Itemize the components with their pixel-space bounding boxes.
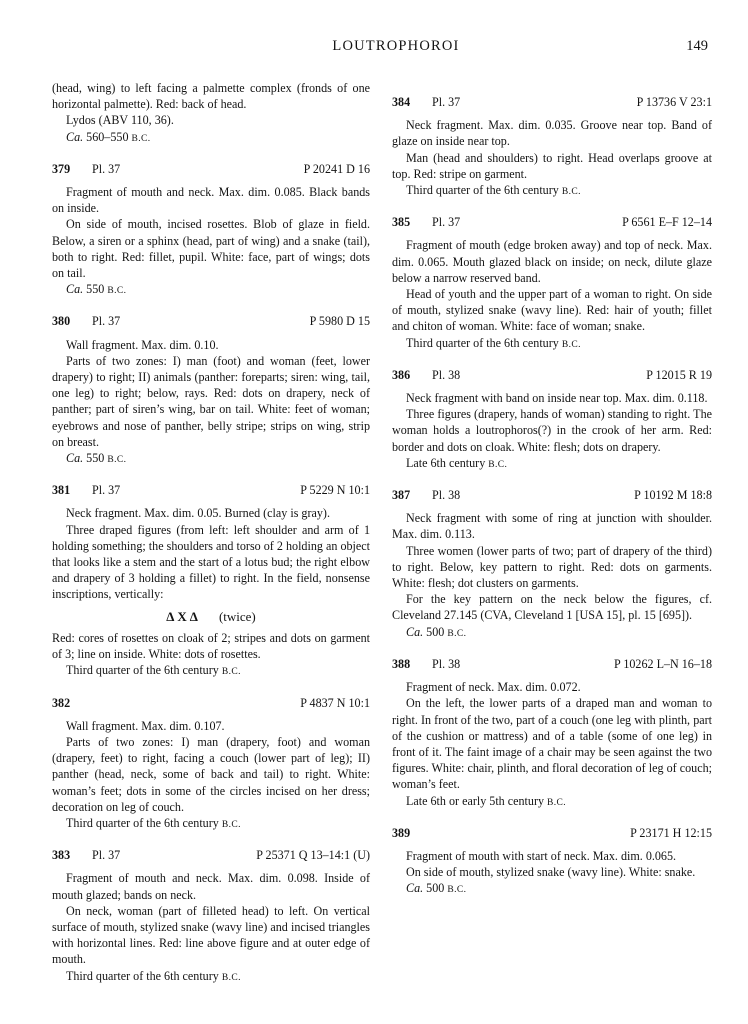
entry-number: 389: [392, 825, 411, 840]
inventory-and-deposit: P 5229 N 10:1: [300, 483, 370, 498]
entry-number: 384: [392, 95, 411, 109]
inventory-and-deposit: P 10262 L–N 16–18: [614, 656, 712, 671]
entry-number: 382: [52, 695, 71, 710]
continuation-text: (head, wing) to left facing a palmette complex (fronds of one horizontal palmette). Red: back of head.: [52, 81, 370, 112]
inventory-and-deposit: P 6561 E–F 12–14: [622, 215, 712, 230]
entry-paragraph: Fragment of mouth and neck. Max. dim. 0.098. Inside of mouth glazed; bands on neck.: [52, 871, 370, 902]
entry-header: [392, 367, 712, 383]
entry-paragraph: Neck fragment with band on inside near top. Max. dim. 0.118.: [406, 391, 708, 406]
plate-reference: Pl. 37: [92, 483, 121, 498]
catalogue-entry: [392, 487, 712, 642]
catalogue-entry: [392, 825, 712, 899]
plate-reference: Pl. 37: [92, 314, 121, 329]
entry-paragraph: Three draped figures (from left: left shoulder and arm of 1 holding something; the shoulders and torso of 2 holding an object that looks like a stem and the start of a lotus bud; the right elbow and drapery of 3 holding a fillet) to right. In the field, nonsense inscriptions, vertically:: [52, 522, 370, 602]
entry-paragraph: On the left, the lower parts of a draped man and woman to right. In front of the two, part of a couch (one leg with plinth, part of the cushion or mattress) and of a table (some of one leg) in front of it. The faint image of a chair may be seen against the two figures. White: chair, plinth, and floral decoration of leg of couch; woman’s feet.: [392, 696, 712, 792]
catalogue-entry: [52, 313, 370, 468]
entry-paragraph: For the key pattern on the neck below the figures, cf. Cleveland 27.145 (CVA, Cleveland 1 [USA 15], pl. 15 [695]).: [392, 592, 712, 623]
entry-header: [392, 656, 712, 672]
inventory-and-deposit: P 10192 M 18:8: [634, 488, 712, 503]
entry-paragraph: Fragment of mouth (edge broken away) and top of neck. Max. dim. 0.065. Mouth glazed black on inside; on neck, dilute glaze below a narrow reserved band.: [392, 238, 712, 285]
plate-reference: Pl. 38: [432, 367, 461, 382]
entry-date: Ca. 550 B.C.: [66, 451, 127, 466]
catalogue-entry: [52, 161, 370, 300]
entry-header: [52, 847, 370, 863]
inscription-note: (twice): [218, 608, 256, 624]
plate-reference: [92, 695, 300, 711]
catalogue-entry: [52, 482, 370, 680]
entry-paragraph: Parts of two zones: I) man (foot) and woman (feet, lower drapery) to right; II) animals (panther: foreparts; siren: wing, tail, one leg) to right; below, rays. Red: dots on drapery, neck of panther; part of siren’s wing, bar on tail. White: feet of woman; eyebrows and nose of panther, belly stripe; strips on wing, strip on breast.: [52, 353, 370, 449]
entry-paragraph: Fragment of neck. Max. dim. 0.072.: [406, 680, 581, 695]
catalogue-entry: [392, 656, 712, 811]
entry-paragraph: Red: cores of rosettes on cloak of 2; stripes and dots on garment of 3; line on inside. White: dots of rosettes.: [52, 630, 370, 662]
entry-header: [392, 214, 712, 230]
entry-header: [52, 482, 370, 498]
inventory-and-deposit: P 25371 Q 13–14:1 (U): [256, 848, 370, 863]
page-number: 149: [686, 38, 708, 54]
entry-date: Ca. 550 B.C.: [66, 282, 127, 297]
plate-reference: Pl. 38: [432, 488, 461, 503]
entry-paragraph: On side of mouth, incised rosettes. Blob of glaze in field. Below, a siren or a sphinx (head, part of wing) and a snake (tail), both to right. Red: fillet, pupil. White: face, part of wings; dots on tail.: [52, 217, 370, 281]
entry-date: Third quarter of the 6th century B.C.: [66, 815, 241, 830]
entry-number: 387: [392, 488, 411, 503]
inventory-and-deposit: P 23171 H 12:15: [630, 825, 712, 840]
entry-paragraph: Man (head and shoulders) to right. Head overlaps groove at top. Red: stripe on garment.: [392, 150, 712, 181]
plate-reference: Pl. 37: [92, 848, 121, 863]
entry-header: [392, 487, 712, 503]
entry-header: [52, 695, 370, 711]
inventory-and-deposit: P 13736 V 23:1: [636, 95, 712, 109]
two-column-body: [52, 80, 712, 986]
inventory-and-deposit: P 4837 N 10:1: [300, 695, 370, 710]
entry-number: 388: [392, 656, 411, 671]
running-title: LOUTROPHOROI: [332, 38, 460, 54]
entry-list-right: [392, 94, 712, 899]
entry-paragraph: Wall fragment. Max. dim. 0.10.: [66, 337, 219, 352]
entry-date: Ca. 500 B.C.: [406, 624, 467, 639]
entry-paragraph: On side of mouth, stylized snake (wavy line). White: snake.: [406, 865, 696, 880]
inscription-glyphs: ΔXΔ: [166, 608, 201, 624]
plate-reference: Pl. 38: [432, 656, 461, 671]
continuation-date: Ca. 560–550 B.C.: [66, 129, 151, 144]
entry-date: Late 6th century B.C.: [406, 455, 508, 470]
plate-reference: Pl. 37: [432, 95, 461, 109]
entry-header: [392, 825, 712, 841]
inventory-and-deposit: P 5980 D 15: [309, 314, 370, 329]
plate-reference: Pl. 37: [92, 161, 121, 176]
catalogue-entry: [52, 847, 370, 986]
catalogue-entry: [52, 695, 370, 834]
entry-date: Third quarter of the 6th century B.C.: [66, 968, 241, 983]
inscription-block: [52, 609, 370, 625]
entry-paragraph: Neck fragment. Max. dim. 0.035. Groove near top. Band of glaze on inside near top.: [392, 118, 712, 149]
entry-date: Third quarter of the 6th century B.C.: [406, 183, 581, 198]
entry-date: Late 6th or early 5th century B.C.: [406, 793, 567, 808]
continuation-block: [52, 80, 370, 147]
catalogue-entry: [392, 94, 712, 200]
catalogue-entry: [392, 214, 712, 353]
entry-date: Ca. 500 B.C.: [406, 881, 467, 896]
catalogue-entry: [392, 367, 712, 473]
entry-paragraph: Head of youth and the upper part of a woman to right. On side of mouth, stylized snake (wavy line). Red: hair of youth; fillet and chiton of woman. White: face of woman; snake.: [392, 287, 712, 334]
entry-paragraph: Wall fragment. Max. dim. 0.107.: [66, 718, 225, 733]
entry-date: Third quarter of the 6th century B.C.: [406, 335, 581, 350]
entry-list-left: [52, 161, 370, 986]
entry-number: 379: [52, 161, 71, 176]
continuation-reference: Lydos (ABV 110, 36).: [66, 113, 174, 128]
entry-number: 385: [392, 215, 411, 230]
left-column: [52, 80, 370, 986]
entry-number: 386: [392, 367, 411, 382]
entry-paragraph: Fragment of mouth and neck. Max. dim. 0.085. Black bands on inside.: [52, 185, 370, 216]
entry-number: 383: [52, 848, 71, 863]
entry-header: [392, 94, 712, 110]
entry-paragraph: Parts of two zones: I) man (drapery, foot) and woman (drapery, feet) to right, facing a couch (lower part of leg); II) panther (head, neck, some of back and tail) to right. White: woman’s feet; dots in some of the circles incised on her dress; decoration on leg of couch.: [52, 734, 370, 814]
plate-reference: Pl. 37: [432, 215, 461, 230]
plate-reference: [432, 825, 630, 841]
inventory-and-deposit: P 20241 D 16: [303, 161, 370, 176]
entry-paragraph: Three figures (drapery, hands of woman) standing to right. The woman holds a loutrophoros(?) in the crook of her arm. Red: border and dots on cloak. White: flesh; dots on drapery.: [392, 407, 712, 454]
entry-paragraph: Neck fragment with some of ring at junction with shoulder. Max. dim. 0.113.: [392, 511, 712, 542]
entry-paragraph: Three women (lower parts of two; part of drapery of the third) to right. Below, key pattern to right. Red: dots on garments. White: flesh; dot clusters on garments.: [392, 543, 712, 591]
inventory-and-deposit: P 12015 R 19: [646, 367, 712, 382]
entry-number: 381: [52, 483, 71, 498]
running-head: [52, 38, 712, 64]
entry-number: 380: [52, 314, 71, 329]
entry-header: [52, 313, 370, 329]
entry-paragraph: Neck fragment. Max. dim. 0.05. Burned (clay is gray).: [66, 506, 330, 521]
entry-paragraph: On neck, woman (part of filleted head) to left. On vertical surface of mouth, stylized snake (wavy line) and incised triangles with horizontal lines. Red: line above figure and at outer edge of mouth.: [52, 903, 370, 967]
entry-header: [52, 161, 370, 177]
right-column: [392, 80, 712, 986]
entry-paragraph: Fragment of mouth with start of neck. Max. dim. 0.065.: [406, 848, 677, 863]
entry-date: Third quarter of the 6th century B.C.: [66, 663, 241, 678]
